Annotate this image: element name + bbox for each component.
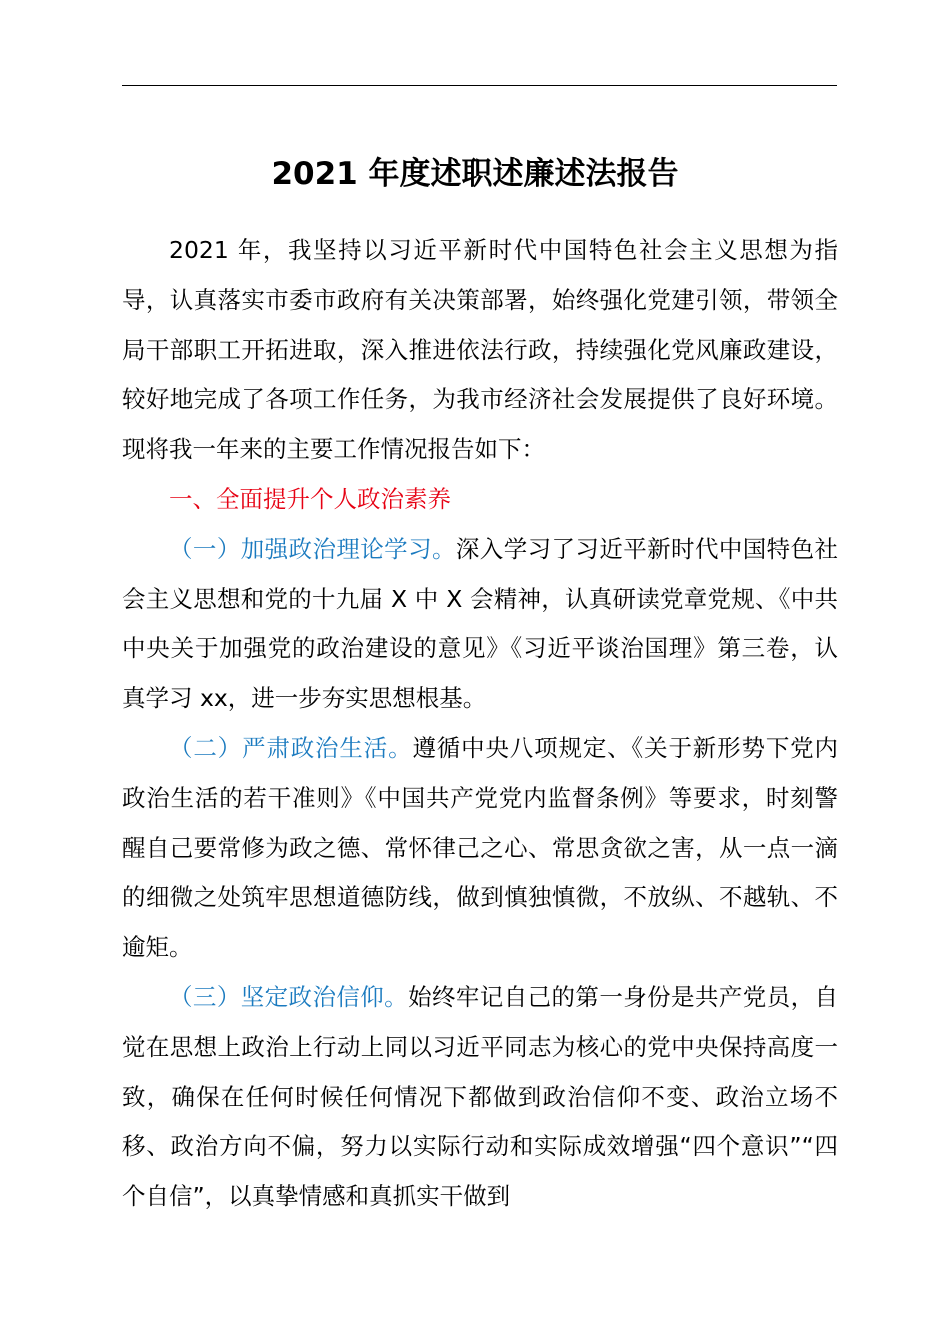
- item-paragraph-3: [122, 973, 838, 1222]
- item-subheading: （一）加强政治理论学习。: [169, 534, 456, 563]
- item-body: 始终牢记自己的第一身份是共产党员，自觉在思想上政治上行动上同以习近平同志为核心的党中央保持高度一致，确保在任何时候任何情况下都做到政治信仰不变、政治立场不移、政治方向不偏，努力以实际行动和实际成效增强“四个意识”“四个自信”，以真挚情感和真抓实干做到: [122, 982, 839, 1211]
- item-subheading: （二）严肃政治生活。: [169, 733, 413, 762]
- item-subheading: （三）坚定政治信仰。: [169, 982, 409, 1011]
- document-body: [122, 226, 838, 1222]
- item-body: 深入学习了习近平新时代中国特色社会主义思想和党的十九届 X 中 X 会精神，认真研读党章党规、《中共中央关于加强党的政治建设的意见》《习近平谈治国理》第三卷，认真学习 xx，进一步夯实思想根基。: [122, 534, 839, 713]
- item-paragraph-1: [122, 525, 838, 724]
- header-rule: [122, 85, 837, 86]
- intro-paragraph: 2021 年，我坚持以习近平新时代中国特色社会主义思想为指导，认真落实市委市政府有关决策部署，始终强化党建引领，带领全局干部职工开拓进取，深入推进依法行政，持续强化党风廉政建设，较好地完成了各项工作任务，为我市经济社会发展提供了良好环境。现将我一年来的主要工作情况报告如下：: [122, 236, 838, 464]
- document-title: 2021 年度述职述廉述法报告: [271, 156, 679, 192]
- item-paragraph-2: [122, 724, 838, 973]
- section-heading: 一、全面提升个人政治素养: [169, 484, 451, 513]
- item-body: 遵循中央八项规定、《关于新形势下党内政治生活的若干准则》《中国共产党党内监督条例》等要求，时刻警醒自己要常修为政之德、常怀律己之心、常思贪欲之害，从一点一滴的细微之处筑牢思想道德防线，做到慎独慎微，不放纵、不越轨、不逾矩。: [122, 733, 839, 962]
